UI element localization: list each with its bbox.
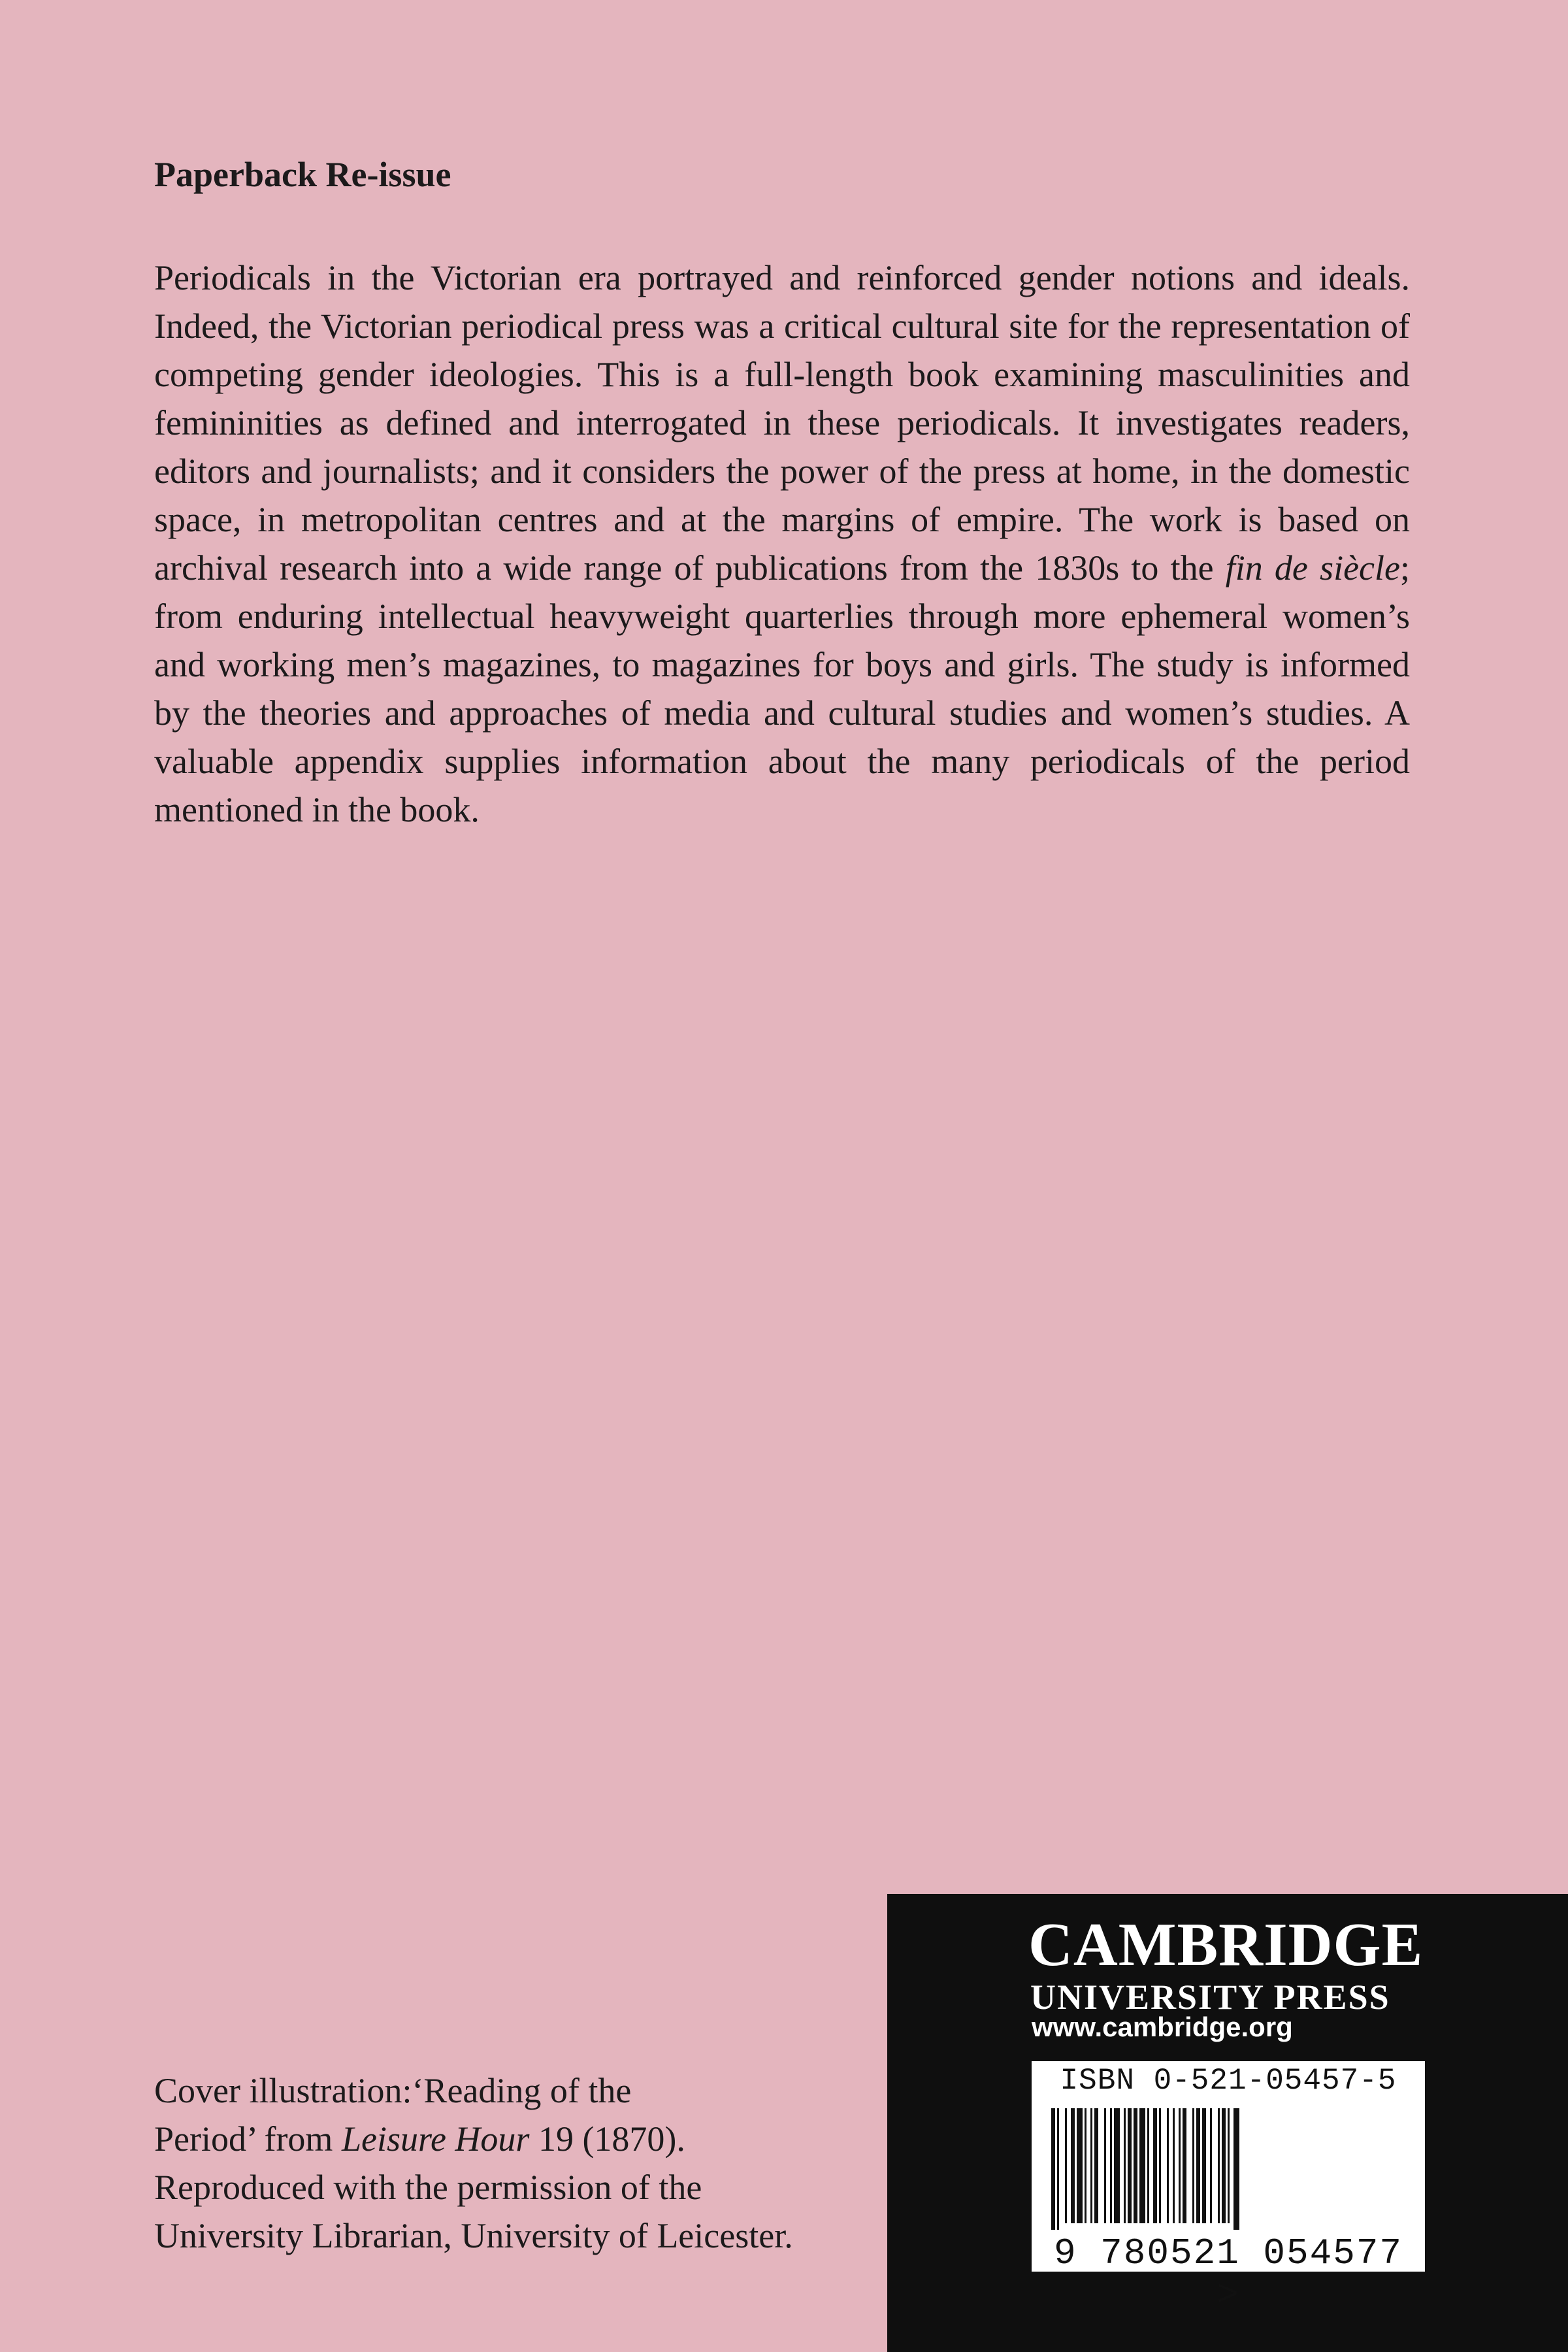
barcode-bar: [1192, 2108, 1194, 2223]
cover-illustration-credit: [154, 2066, 866, 2260]
credit-line-3: Reproduced with the permission of the: [154, 2168, 702, 2207]
ean-digits: 9 780521 054577 >: [1053, 2232, 1403, 2316]
barcode-bar: [1071, 2108, 1075, 2223]
credit-line-4: University Librarian, University of Leicester.: [154, 2216, 793, 2255]
barcode-bar: [1228, 2108, 1230, 2223]
description-text: Periodicals in the Victorian era portrayed and reinforced gender notions and ideals. Indeed, the Victorian periodical press was a critical cultural site for the representation of competing gender ideologies. This is a full-length book examining masculinities and femininities as defined and interrogated in these periodicals. It investigates readers, editors and journalists; and it considers the power of the press at home, in the domestic space, in metropolitan centres and at the margins of empire. The work is based on archival research into a wide range of publications from the 1830s to the: [154, 258, 1410, 588]
description-italic-phrase: fin de siècle: [1225, 548, 1400, 588]
barcode-bar: [1147, 2108, 1149, 2223]
reissue-heading: Paperback Re-issue: [154, 155, 451, 194]
barcode-bar: [1110, 2108, 1112, 2223]
barcode-bar: [1159, 2108, 1161, 2223]
credit-line-1: Cover illustration:‘Reading of the: [154, 2071, 632, 2110]
barcode-bar: [1090, 2108, 1092, 2223]
barcode-label: [1032, 2061, 1425, 2316]
barcode-bar: [1104, 2108, 1106, 2223]
barcode-bar: [1183, 2108, 1186, 2223]
barcode-bar: [1057, 2108, 1059, 2230]
barcode-bar: [1124, 2108, 1126, 2223]
barcode-bar: [1153, 2108, 1157, 2223]
barcode-bar: [1077, 2108, 1083, 2223]
barcode-bar: [1128, 2108, 1132, 2223]
publisher-website: www.cambridge.org: [1032, 2012, 1293, 2042]
barcode-bar: [1094, 2108, 1098, 2223]
publisher-logo: CAMBRIDGE: [1028, 1911, 1424, 1979]
barcode-bar: [1085, 2108, 1086, 2223]
barcode-bar: [1134, 2108, 1137, 2223]
book-description: [154, 254, 1410, 834]
barcode-bar: [1179, 2108, 1181, 2223]
barcode-bar: [1218, 2108, 1220, 2223]
barcode-bar: [1065, 2108, 1067, 2223]
credit-publication-title: Leisure Hour: [341, 2119, 530, 2159]
publisher-panel: [887, 1894, 1568, 2352]
barcode-bar: [1202, 2108, 1206, 2223]
barcode-bar: [1139, 2108, 1145, 2223]
barcode-bar: [1173, 2108, 1175, 2223]
credit-line-2: Period’ from Leisure Hour 19 (1870).: [154, 2119, 685, 2159]
barcode-bar: [1196, 2108, 1200, 2223]
barcode-bar: [1222, 2108, 1226, 2223]
barcode-bar: [1210, 2108, 1212, 2223]
barcode-bar: [1233, 2108, 1239, 2230]
barcode-bar: [1051, 2108, 1055, 2230]
barcode-bar: [1114, 2108, 1120, 2223]
barcode-bar: [1167, 2108, 1169, 2223]
isbn-number: ISBN 0-521-05457-5: [1060, 2064, 1397, 2098]
publisher-subname: UNIVERSITY PRESS: [1030, 1978, 1390, 2017]
barcode-icon: [1051, 2108, 1405, 2230]
description-text-continued: ; from enduring intellectual heavyweight quarterlies through more ephemeral women’s and working men’s magazines, to magazines for boys and girls. The study is informed by the theories and approaches of media and cultural studies and women’s studies. A valuable appendix supplies information about the many periodicals of the period mentioned in the book.: [154, 548, 1410, 829]
